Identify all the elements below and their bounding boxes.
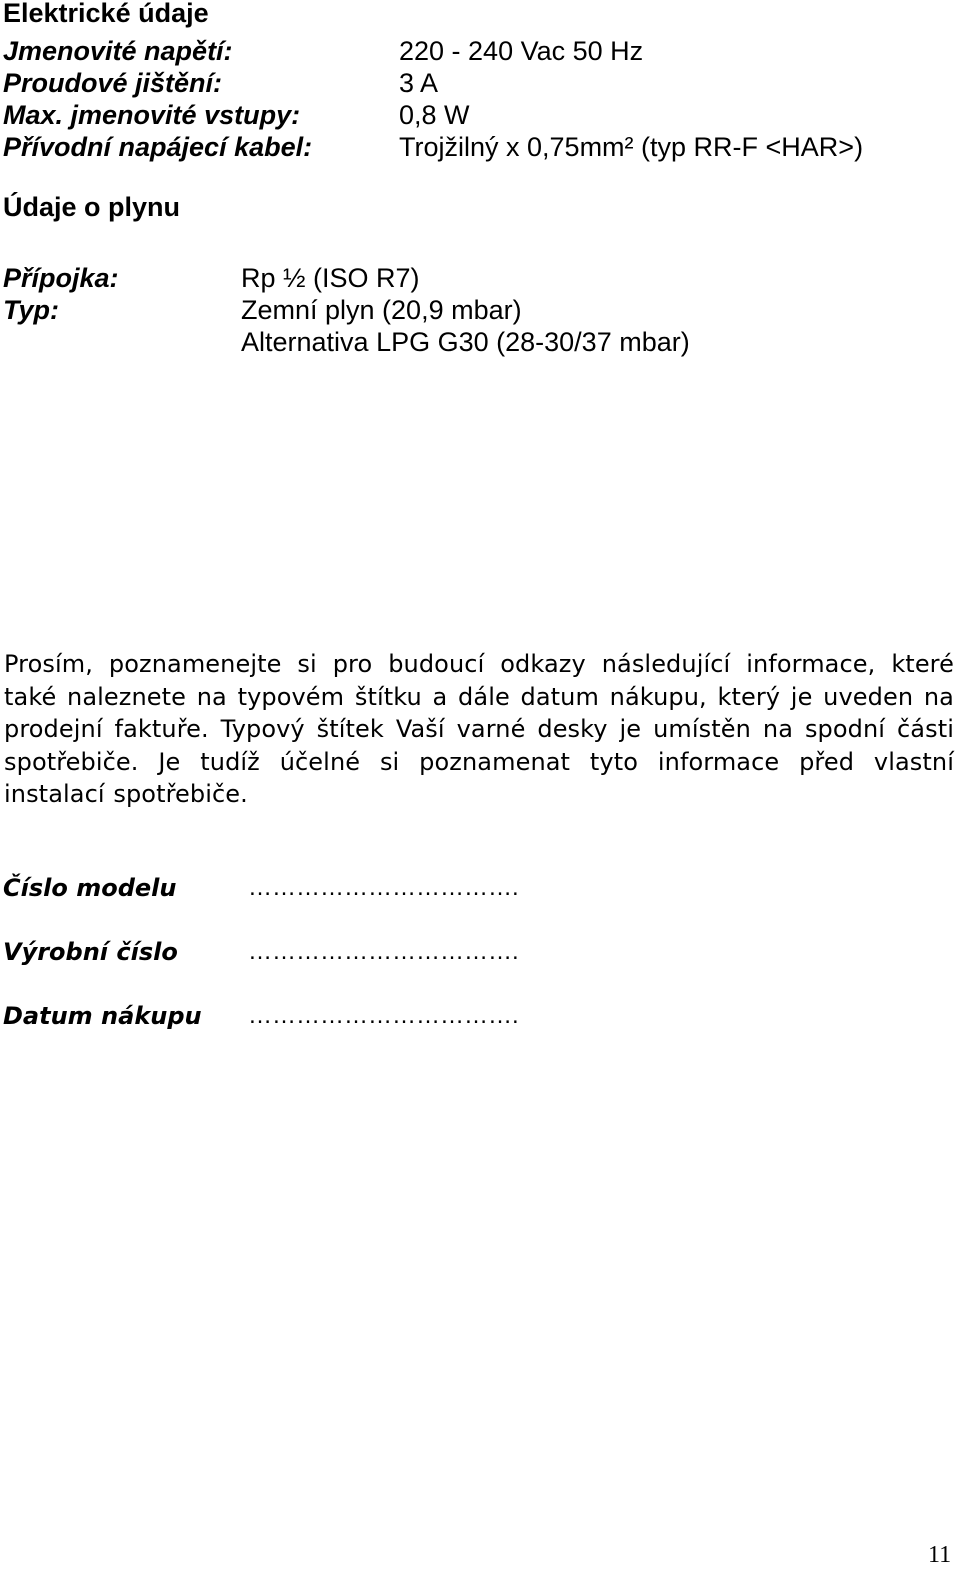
spec-value-voltage: 220 - 240 Vac 50 Hz [399, 36, 644, 66]
note-line: informace před vlastní instalací spotřebiče. [4, 747, 954, 808]
note-line: které také naleznete na typovém štítku a dále datum nákupu, který je [4, 650, 954, 711]
spec-value-input: 0,8 W [399, 100, 470, 130]
spec-value-cable: Trojžilný x 0,75mm² (typ RR-F <HAR>) [399, 132, 864, 162]
note-line: uveden na prodejní faktuře. Typový štítek Vaší varné desky je umístěn [4, 682, 954, 743]
record-blank-model: ……………………………. [248, 874, 519, 901]
record-label-purchase-date: Datum nákupu [3, 1002, 202, 1030]
note-paragraph [4, 648, 954, 811]
gas-value-type-natural: Zemní plyn (20,9 mbar) [241, 295, 522, 325]
spec-label-cable: Přívodní napájecí kabel: [3, 132, 313, 162]
record-blank-serial: ……………………………. [248, 938, 519, 965]
spec-label-voltage: Jmenovité napětí: [3, 36, 233, 66]
note-line: Prosím, poznamenejte si pro budoucí odkazy následující informace, [4, 650, 876, 678]
spec-label-input: Max. jmenovité vstupy: [3, 100, 301, 130]
electrical-heading: Elektrické údaje [3, 0, 209, 28]
page-number: 11 [928, 1542, 952, 1568]
gas-label-type: Typ: [3, 295, 59, 325]
gas-value-connection: Rp ½ (ISO R7) [241, 263, 420, 293]
note-line: na spodní části spotřebiče. Je tudíž účelné si poznamenat tyto [4, 715, 954, 776]
record-label-serial: Výrobní číslo [3, 938, 178, 966]
spec-label-fuse: Proudové jištění: [3, 68, 223, 98]
gas-heading: Údaje o plynu [3, 192, 181, 222]
record-label-model: Číslo modelu [3, 874, 177, 902]
gas-label-connection: Přípojka: [3, 263, 119, 293]
gas-value-type-lpg: Alternativa LPG G30 (28-30/37 mbar) [241, 327, 690, 357]
spec-value-fuse: 3 A [399, 68, 439, 98]
record-blank-purchase-date: ……………………………. [248, 1002, 519, 1029]
